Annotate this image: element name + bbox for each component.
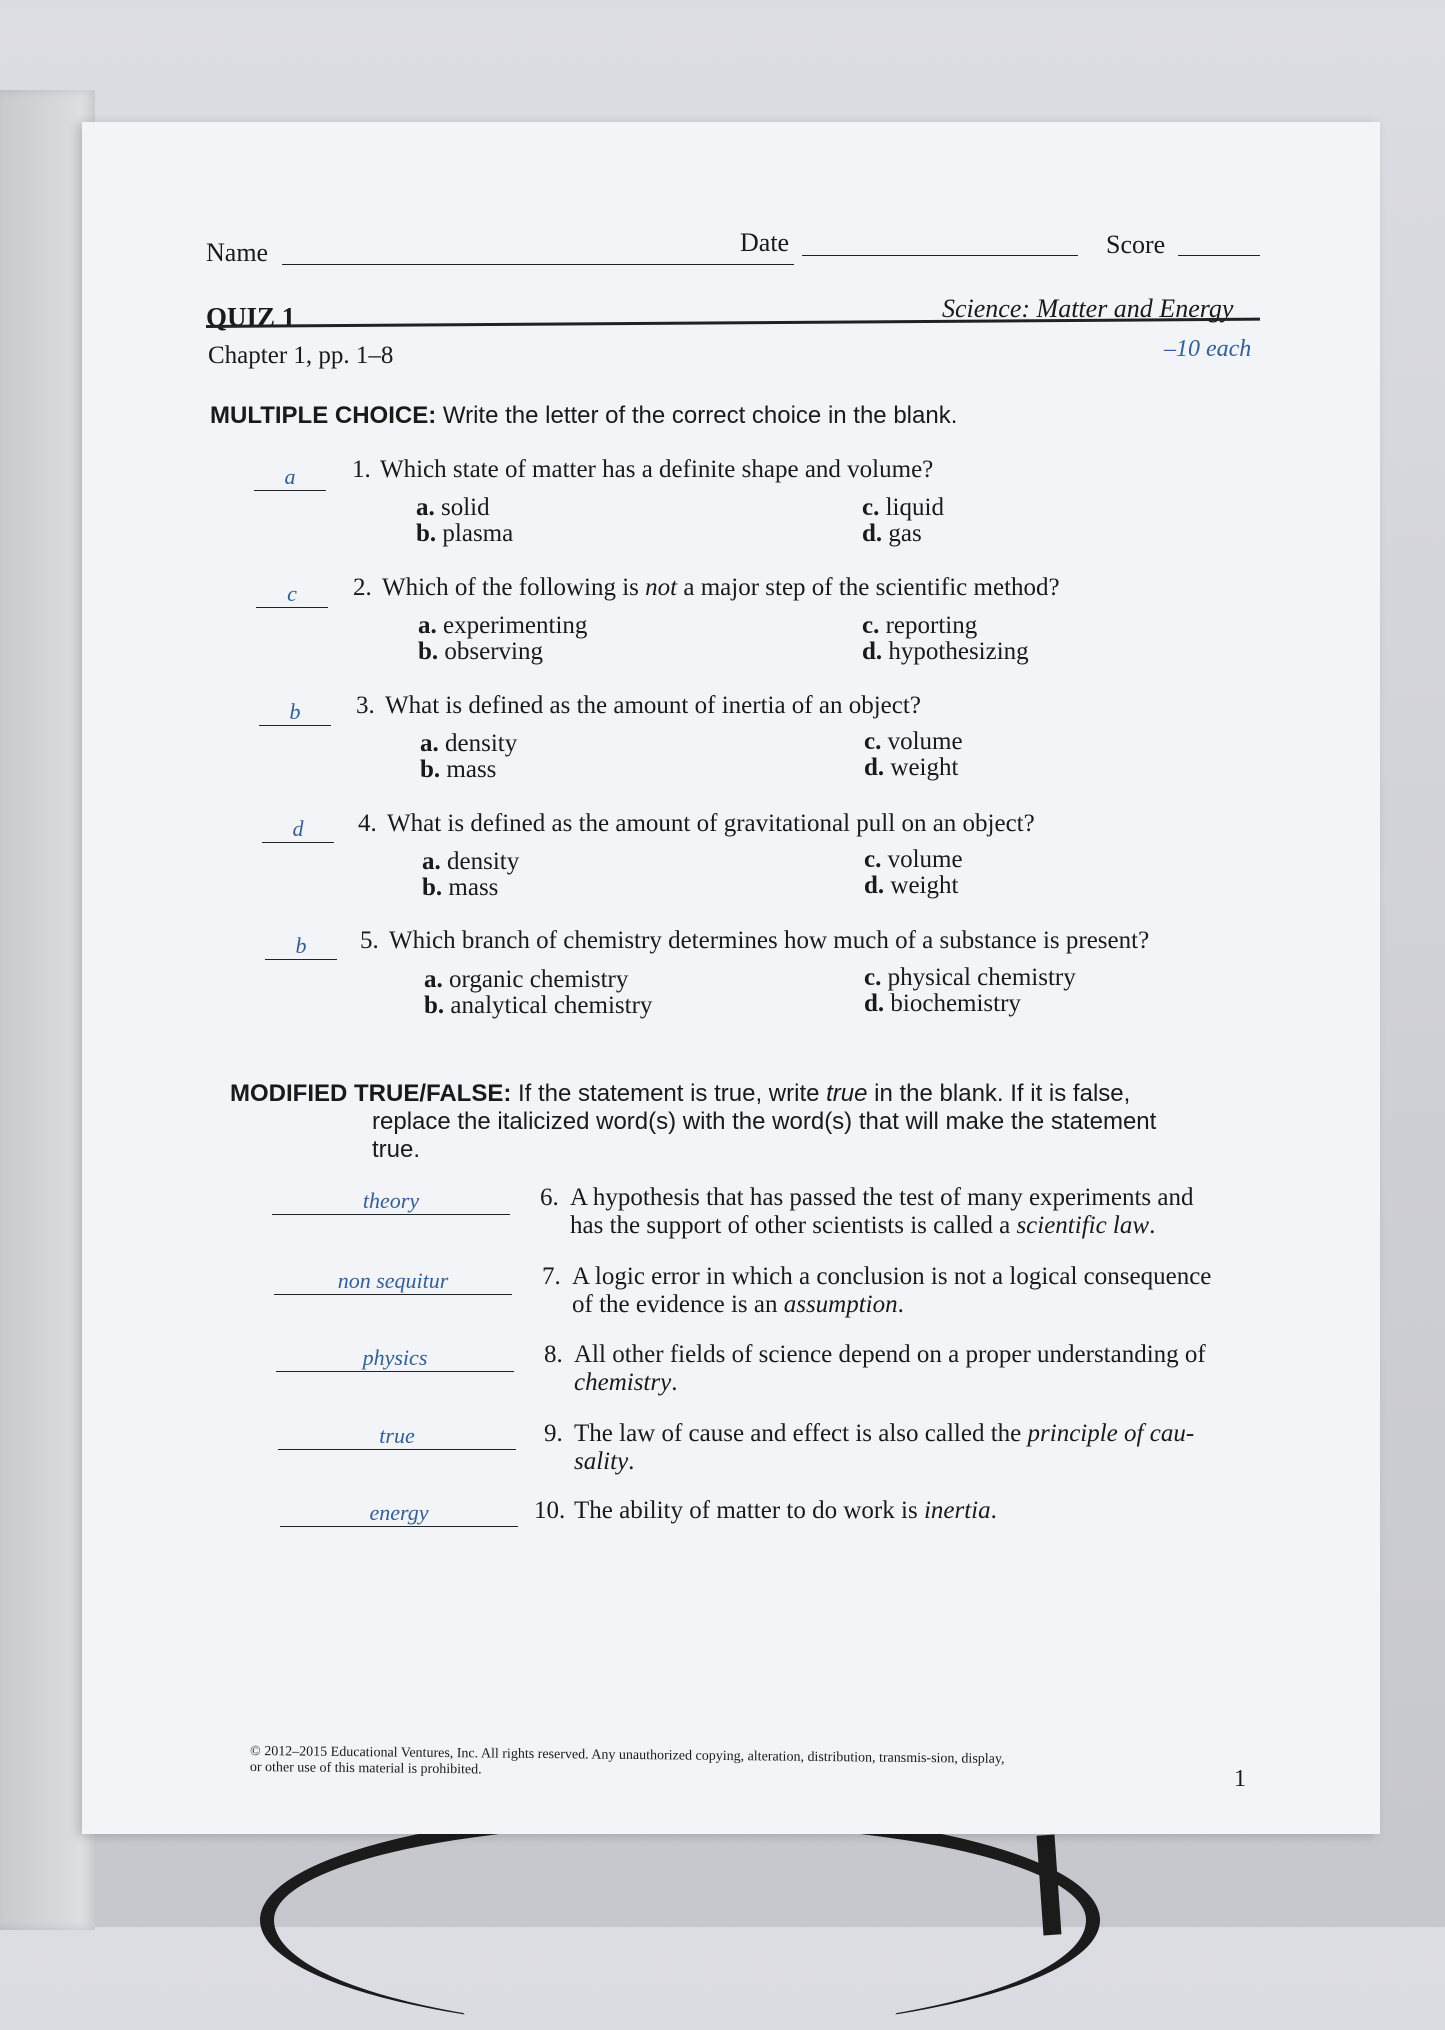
- option-1b[interactable]: b. plasma: [416, 520, 514, 547]
- question-text-4: What is defined as the amount of gravitational pull on an object?: [387, 810, 1035, 837]
- question-number-4: 4.: [358, 810, 377, 837]
- item-number-6: 6.: [540, 1184, 559, 1211]
- option-1d[interactable]: d. gas: [862, 520, 922, 547]
- answer-blank-3[interactable]: [259, 725, 331, 726]
- answer-4: d: [292, 816, 304, 841]
- item-number-10: 10.: [534, 1497, 566, 1524]
- item-text-9-line2: sality.: [574, 1448, 635, 1475]
- answer-blank-10[interactable]: [280, 1526, 518, 1527]
- item-number-9: 9.: [544, 1420, 563, 1447]
- answer-6: theory: [362, 1188, 420, 1213]
- question-number-5: 5.: [360, 927, 379, 954]
- question-text-1: Which state of matter has a definite shape and volume?: [380, 456, 934, 483]
- option-4b[interactable]: b. mass: [422, 874, 499, 901]
- option-4a[interactable]: a. density: [422, 848, 520, 875]
- option-5a[interactable]: a. organic chemistry: [424, 966, 629, 993]
- option-2d[interactable]: d. hypothesizing: [862, 638, 1029, 665]
- answer-blank-6[interactable]: [272, 1214, 510, 1215]
- answer-7: non sequitur: [337, 1268, 449, 1293]
- answer-blank-7[interactable]: [274, 1294, 512, 1295]
- option-3d[interactable]: d. weight: [864, 754, 959, 781]
- option-4d[interactable]: d. weight: [864, 872, 959, 899]
- answer-blank-8[interactable]: [276, 1371, 514, 1372]
- answer-3: b: [289, 699, 301, 724]
- answer-10: energy: [369, 1500, 429, 1525]
- book-stand: [260, 1810, 1100, 2030]
- question-text-3: What is defined as the amount of inertia of an object?: [385, 692, 921, 719]
- item-text-6-line1: A hypothesis that has passed the test of many experiments and: [570, 1184, 1194, 1211]
- multiple-choice-heading: [210, 402, 957, 430]
- option-1a[interactable]: a. solid: [416, 494, 490, 521]
- left-page-edge: [0, 90, 95, 1930]
- option-5c[interactable]: c. physical chemistry: [864, 964, 1076, 991]
- quiz-sheet: [82, 122, 1380, 1834]
- answer-blank-1[interactable]: [254, 490, 326, 491]
- item-number-7: 7.: [542, 1263, 561, 1290]
- page-number: 1: [1234, 1766, 1246, 1792]
- copyright-notice: © 2012–2015 Educational Ventures, Inc. All rights reserved. Any unauthorized copying, alteration, distribution, transmis-sion, display, or other use of this material is prohibited.: [249, 1744, 1005, 1778]
- option-4c[interactable]: c. volume: [864, 846, 963, 873]
- quiz-title: QUIZ 1: [206, 302, 296, 332]
- item-text-8-line2: chemistry.: [574, 1369, 678, 1396]
- true-false-heading-line2: replace the italicized word(s) with the word(s) that will make the statement: [372, 1108, 1157, 1135]
- item-text-7-line1: A logic error in which a conclusion is not a logical consequence: [572, 1263, 1212, 1290]
- option-2b[interactable]: b. observing: [418, 638, 544, 665]
- course-title: Science: Matter and Energy: [942, 294, 1234, 323]
- date-field[interactable]: [802, 255, 1078, 256]
- name-field[interactable]: [282, 264, 794, 265]
- answer-blank-9[interactable]: [278, 1449, 516, 1450]
- true-false-heading-line3: true.: [372, 1136, 421, 1163]
- item-text-9-line1: The law of cause and effect is also called the principle of cau-: [574, 1420, 1195, 1447]
- multiple-choice-heading-bold: MULTIPLE CHOICE:: [210, 402, 437, 429]
- option-3a[interactable]: a. density: [420, 730, 518, 757]
- option-2c[interactable]: c. reporting: [862, 612, 978, 639]
- option-3b[interactable]: b. mass: [420, 756, 497, 783]
- answer-2: c: [287, 581, 297, 606]
- answer-8: physics: [362, 1345, 428, 1370]
- option-3c[interactable]: c. volume: [864, 728, 963, 755]
- answer-blank-4[interactable]: [262, 842, 334, 843]
- answer-blank-2[interactable]: [256, 607, 328, 608]
- date-label: Date: [740, 228, 790, 257]
- points-label: –10 each: [1164, 336, 1252, 362]
- option-5b[interactable]: b. analytical chemistry: [424, 992, 653, 1019]
- item-text-7-line2: of the evidence is an assumption.: [572, 1291, 904, 1318]
- item-text-6-line2: has the support of other scientists is called a scientific law.: [570, 1212, 1156, 1239]
- question-text-2: Which of the following is not a major step of the scientific method?: [382, 574, 1060, 601]
- question-number-3: 3.: [356, 692, 375, 719]
- score-field[interactable]: [1178, 255, 1260, 256]
- option-2a[interactable]: a. experimenting: [418, 612, 588, 639]
- answer-1: a: [284, 464, 296, 489]
- item-text-10: The ability of matter to do work is inertia.: [574, 1497, 997, 1524]
- true-false-heading-bold: MODIFIED TRUE/FALSE:: [230, 1080, 512, 1107]
- answer-blank-5[interactable]: [265, 959, 337, 960]
- multiple-choice-heading-text: Write the letter of the correct choice in the blank.: [436, 402, 958, 429]
- option-5d[interactable]: d. biochemistry: [864, 990, 1021, 1017]
- score-label: Score: [1106, 230, 1166, 259]
- question-number-1: 1.: [352, 456, 371, 483]
- item-number-8: 8.: [544, 1341, 563, 1368]
- true-false-heading: MODIFIED TRUE/FALSE: If the statement is true, write true in the blank. If it is false,: [230, 1080, 1131, 1107]
- option-1c[interactable]: c. liquid: [862, 494, 944, 521]
- question-number-2: 2.: [353, 574, 372, 601]
- item-text-8-line1: All other fields of science depend on a proper understanding of: [574, 1341, 1206, 1368]
- answer-9: true: [379, 1423, 415, 1448]
- answer-5: b: [295, 933, 307, 958]
- name-label: Name: [206, 238, 269, 267]
- chapter-label: Chapter 1, pp. 1–8: [208, 342, 394, 369]
- question-text-5: Which branch of chemistry determines how much of a substance is present?: [389, 927, 1150, 954]
